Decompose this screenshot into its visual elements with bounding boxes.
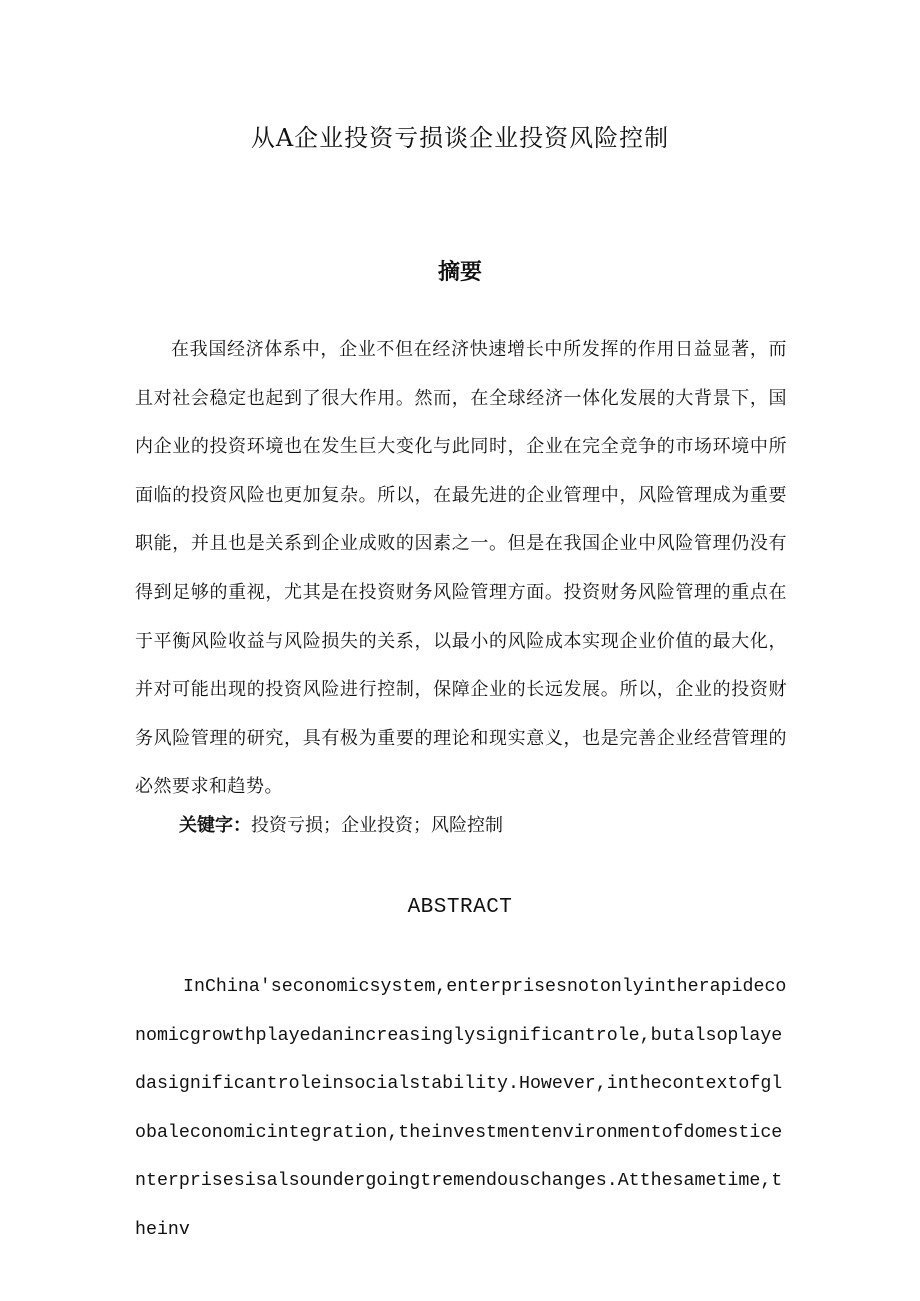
english-abstract-heading: ABSTRACT: [407, 896, 513, 919]
abstract-heading: 摘要: [437, 260, 482, 285]
english-abstract-body: InChina'seconomicsystem,enterprisesnotonlyintherapideconomicgrowthplayedanincreasinglysignificantrole,butalsoplayedasignificantroleinsocialstability.However,inthecontextofglobaleconomicintegration,theinvestmentenvironmentofdomesticenterprisesisalsoundergoingtremendouschanges.Atthesametime,theinv: [135, 977, 787, 1240]
abstract-body: 在我国经济体系中，企业不但在经济快速增长中所发挥的作用日益显著，而且对社会稳定也起到了很大作用。然而，在全球经济一体化发展的大背景下，国内企业的投资环境也在发生巨大变化与此同时，企业在完全竞争的市场环境中所面临的投资风险也更加复杂。所以，在最先进的企业管理中，风险管理成为重要职能，并且也是关系到企业成败的因素之一。但是在我国企业中风险管理仍没有得到足够的重视，尤其是在投资财务风险管理方面。投资财务风险管理的重点在于平衡风险收益与风险损失的关系，以最小的风险成本实现企业价值的最大化，并对可能出现的投资风险进行控制，保障企业的长远发展。所以，企业的投资财务风险管理的研究，具有极为重要的理论和现实意义，也是完善企业经营管理的必然要求和趋势。: [135, 339, 787, 798]
keywords-line: [179, 810, 503, 842]
keywords-label: 关键字：: [179, 815, 251, 836]
document-title: 从A企业投资亏损谈企业投资风险控制: [250, 124, 670, 152]
keywords-value: 投资亏损；企业投资；风险控制: [251, 815, 503, 836]
